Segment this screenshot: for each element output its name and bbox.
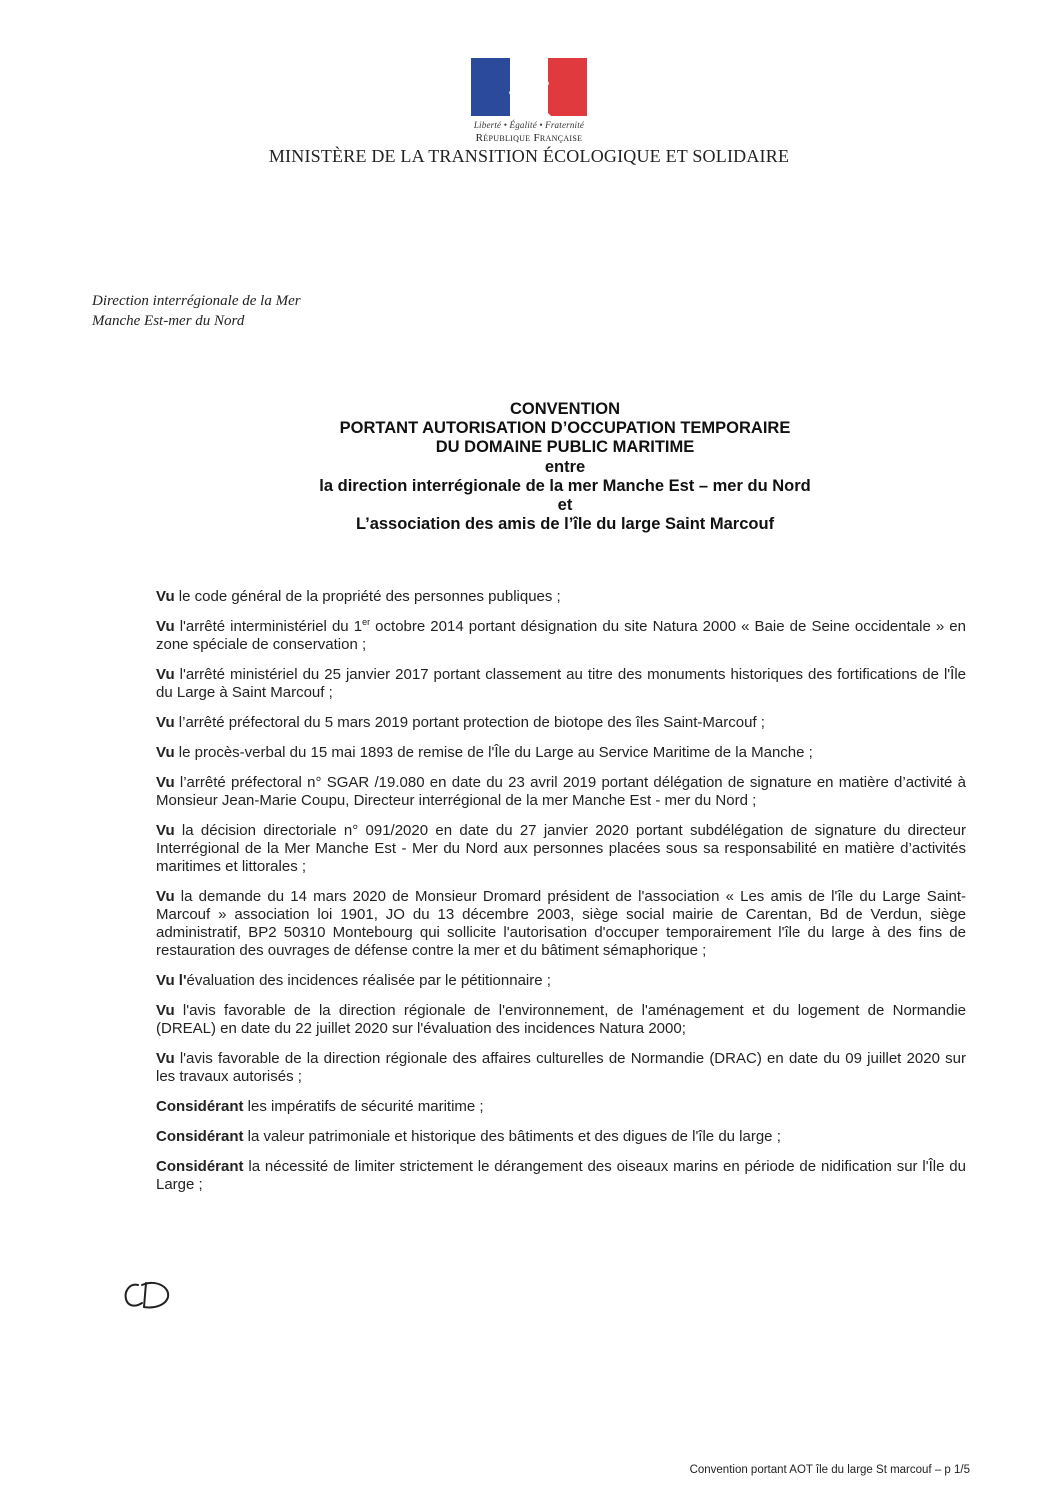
preamble-clause: Vu l'arrêté ministériel du 25 janvier 2017 portant classement au titre des monuments historiques des fortifications de l'Île du Large à Saint Marcouf ; xyxy=(156,666,966,701)
marianne-logo xyxy=(471,58,587,116)
preamble-clause: Considérant la valeur patrimoniale et historique des bâtiments et des digues de l'île du large ; xyxy=(156,1128,781,1145)
preamble-clause: Vu l’arrêté préfectoral n° SGAR /19.080 en date du 23 avril 2019 portant délégation de signature en matière d’activité à Monsieur Jean-Marie Coupu, Directeur interrégional de la mer Manche Est - mer du Nord ; xyxy=(156,774,966,809)
preamble-clause: Vu l'avis favorable de la direction régionale de l'environnement, de l'aménagement et du logement de Normandie (DREAL) en date du 22 juillet 2020 sur l'évaluation des incidences Natura 2000; xyxy=(156,1002,966,1037)
title-line: entre xyxy=(544,457,586,476)
preamble-clause: Considérant la nécessité de limiter strictement le dérangement des oiseaux marins en période de nidification sur l'Île du Large ; xyxy=(156,1158,966,1193)
marianne-profile-icon xyxy=(471,58,587,116)
motto: Liberté • Égalité • Fraternité xyxy=(473,120,585,130)
preamble-clause: Considérant les impératifs de sécurité maritime ; xyxy=(156,1098,484,1115)
initials-signature-icon xyxy=(120,1277,180,1313)
preamble-clause: Vu l'évaluation des incidences réalisée par le pétitionnaire ; xyxy=(156,972,551,989)
preamble-clause: Vu l'arrêté interministériel du 1er octobre 2014 portant désignation du site Natura 2000 « Baie de Seine occidentale » en zone spéciale de conservation ; xyxy=(156,617,966,653)
direction-line-1: Direction interrégionale de la Mer xyxy=(92,293,301,309)
republique-francaise: République Française xyxy=(475,132,583,144)
preamble xyxy=(156,588,966,1206)
letterhead xyxy=(0,58,1058,167)
direction-line-2: Manche Est-mer du Nord xyxy=(92,313,245,329)
title-line: la direction interrégionale de la mer Manche Est – mer du Nord xyxy=(319,476,811,495)
preamble-clause: Vu le code général de la propriété des personnes publiques ; xyxy=(156,588,561,605)
preamble-clause: Vu la demande du 14 mars 2020 de Monsieur Dromard président de l'association « Les amis de l'île du Large Saint-Marcouf » association loi 1901, JO du 13 décembre 2003, siège social mairie de Carentan, Bd de Verdun, siège administratif, BP2 50310 Montebourg qui sollicite l'autorisation d'occuper temporairement l'île du large à des fins de restauration des ouvrages de défense contre la mer et du bâtiment sémaphorique ; xyxy=(156,888,966,959)
page-footer: Convention portant AOT île du large St marcouf – p 1/5 xyxy=(689,1464,970,1476)
title-line: L’association des amis de l’île du large Saint Marcouf xyxy=(355,515,775,534)
preamble-clause: Vu le procès-verbal du 15 mai 1893 de remise de l'Île du Large au Service Maritime de la Manche ; xyxy=(156,744,813,761)
title-line: et xyxy=(557,496,573,515)
ministry-name: MINISTÈRE DE LA TRANSITION ÉCOLOGIQUE ET SOLIDAIRE xyxy=(268,146,790,166)
preamble-clause: Vu l'avis favorable de la direction régionale des affaires culturelles de Normandie (DRAC) en date du 09 juillet 2020 sur les travaux autorisés ; xyxy=(156,1050,966,1085)
handwritten-initials xyxy=(120,1277,180,1318)
document-title xyxy=(0,400,1058,534)
title-line: CONVENTION xyxy=(509,400,620,418)
title-line: PORTANT AUTORISATION D’OCCUPATION TEMPORAIRE xyxy=(339,419,791,438)
preamble-clause: Vu l’arrêté préfectoral du 5 mars 2019 portant protection de biotope des îles Saint-Marcouf ; xyxy=(156,714,765,731)
title-line: DU DOMAINE PUBLIC MARITIME xyxy=(435,438,695,457)
preamble-clause: Vu la décision directoriale n° 091/2020 en date du 27 janvier 2020 portant subdélégation de signature du directeur Interrégional de la Mer Manche Est - Mer du Nord aux personnes placées sous sa responsabilité en matière d’activités maritimes et littorales ; xyxy=(156,822,966,875)
issuing-direction xyxy=(92,291,301,331)
